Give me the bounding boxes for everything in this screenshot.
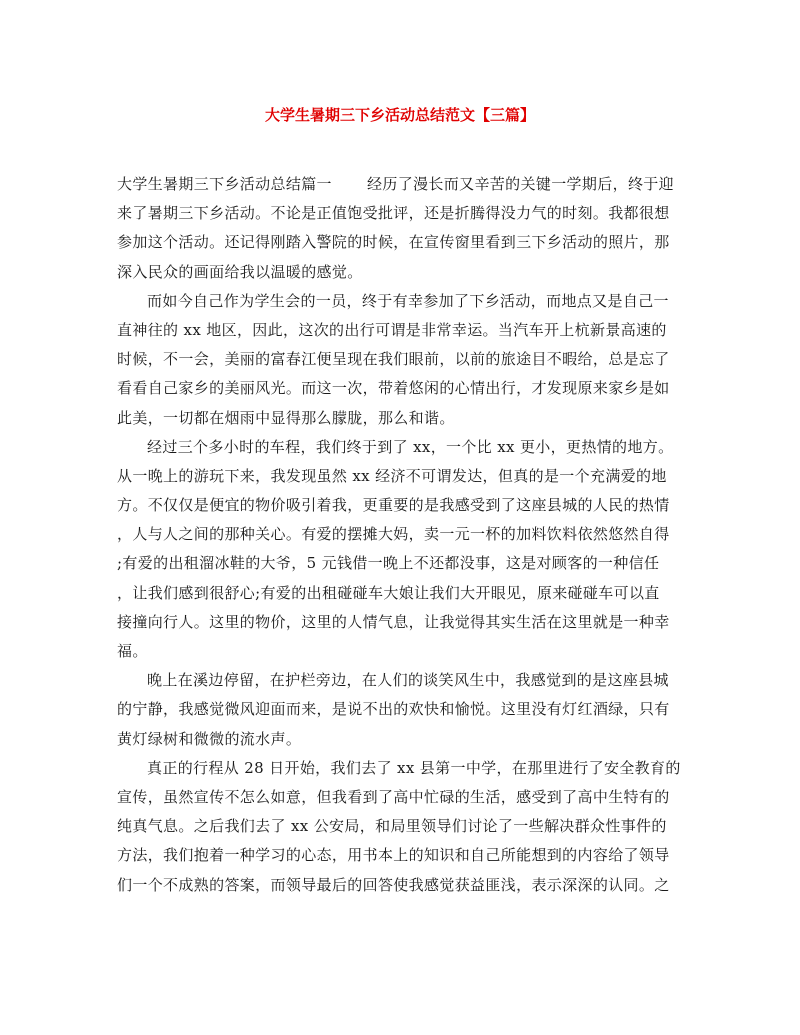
text-line: 时候，不一会，美丽的富春江便呈现在我们眼前，以前的旅途目不暇给，总是忘了 — [117, 350, 670, 369]
text-line — [117, 170, 687, 199]
document-body — [117, 170, 687, 900]
text-line: 直神往的 xx 地区，因此，这次的出行可谓是非常幸运。当汽车开上杭新景高速的 — [117, 320, 667, 339]
text-line: 的宁静，我感觉微风迎面而来，是说不出的欢快和愉悦。这里没有灯红酒绿，只有 — [117, 700, 670, 719]
text-line: 来了暑期三下乡活动。不论是正值饱受批评，还是折腾得没力气的时刻。我都很想 — [117, 204, 670, 223]
text-line: 晚上在溪边停留，在护栏旁边，在人们的谈笑风生中，我感觉到的是这座县城 — [147, 671, 669, 690]
paragraph-2 — [117, 287, 687, 433]
text-line: 看看自己家乡的美丽风光。而这一次，带着悠闲的心情出行，才发现原来家乡是如 — [117, 379, 670, 398]
section-heading: 大学生暑期三下乡活动总结篇一 — [117, 175, 332, 193]
text-line: 方法，我们抱着一种学习的心态，用书本上的知识和自己所能想到的内容给了领导 — [117, 846, 670, 865]
text-line: 们一个不成熟的答案，而领导最后的回答使我感觉获益匪浅，表示深深的认同。之 — [117, 875, 670, 894]
text-line: ，让我们感到很舒心;有爱的出租碰碰车大娘让我们大开眼见，原来碰碰车可以直 — [117, 583, 660, 602]
paragraph-1 — [117, 170, 687, 287]
text-line: 黄灯绿树和微微的流水声。 — [117, 729, 302, 748]
text-line: ;有爱的出租溜冰鞋的大爷，5 元钱借一晚上不还都没事，这是对顾客的一种信任 — [117, 554, 660, 573]
text-line: 真正的行程从 28 日开始，我们去了 xx 县第一中学，在那里进行了安全教育的 — [147, 758, 681, 777]
text-line: ，人与人之间的那种关心。有爱的摆摊大妈，卖一元一杯的加料饮料依然悠然自得 — [117, 525, 670, 544]
text-segment: 经历了漫长而又辛苦的关键一学期后，终于迎 — [367, 175, 675, 193]
text-line: 此美，一切都在烟雨中显得那么朦胧，那么和谐。 — [117, 408, 455, 427]
text-line: 宣传，虽然宣传不怎么如意，但我看到了高中忙碌的生活，感受到了高中生特有的 — [117, 787, 670, 806]
text-line: 而如今自己作为学生会的一员，终于有幸参加了下乡活动，而地点又是自己一 — [147, 291, 669, 310]
text-line: 参加这个活动。还记得刚踏入警院的时候，在宣传窗里看到三下乡活动的照片，那 — [117, 233, 670, 252]
text-line: 方。不仅仅是便宜的物价吸引着我，更重要的是我感受到了这座县城的人民的热情 — [117, 496, 670, 515]
text-line: 经过三个多小时的车程，我们终于到了 xx，一个比 xx 更小，更热情的地方。 — [147, 437, 674, 456]
text-line: 纯真气息。之后我们去了 xx 公安局，和局里领导们讨论了一些解决群众性事件的 — [117, 817, 667, 836]
document-title: 大学生暑期三下乡活动总结范文【三篇】 — [264, 106, 535, 124]
text-line: 从一晚上的游玩下来，我发现虽然 xx 经济不可谓发达，但真的是一个充满爱的地 — [117, 466, 667, 485]
paragraph-4 — [117, 666, 687, 754]
text-line: 福。 — [117, 642, 148, 660]
paragraph-3 — [117, 433, 687, 667]
text-line: 接撞向行人。这里的物价，这里的人情气息，让我觉得其实生活在这里就是一种幸 — [117, 612, 670, 631]
text-line: 深入民众的画面给我以温暖的感觉。 — [117, 262, 363, 281]
paragraph-5 — [117, 754, 687, 900]
